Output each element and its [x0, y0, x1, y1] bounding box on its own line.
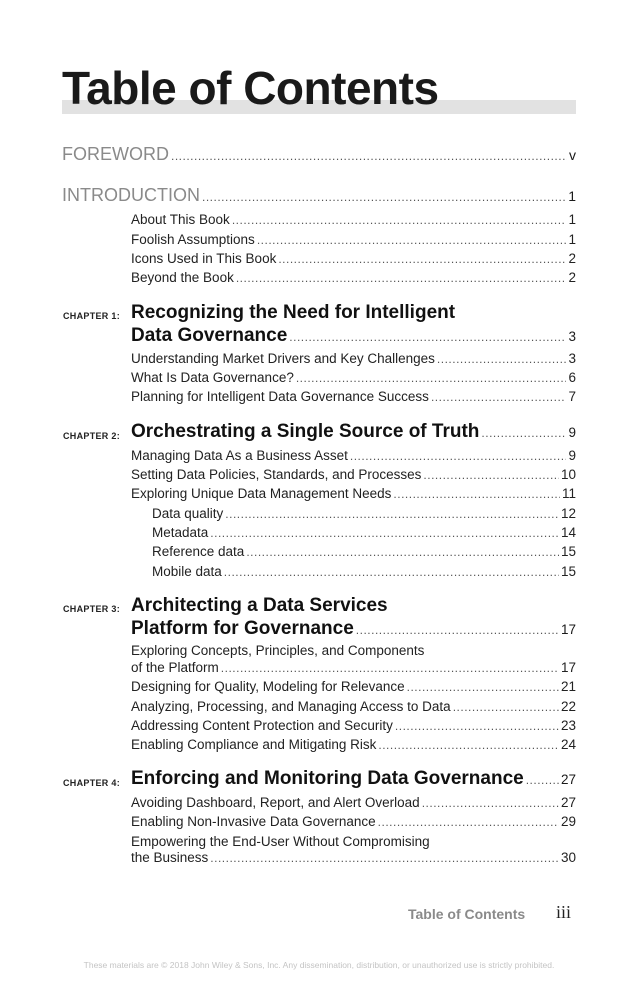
page-title: Table of Contents — [62, 62, 439, 114]
leader-dots — [221, 661, 559, 675]
leader-dots — [422, 796, 559, 810]
toc-entry-label: Designing for Quality, Modeling for Relevance — [131, 679, 405, 694]
toc-entry-label: FOREWORD — [62, 144, 169, 164]
toc-entry-label: Analyzing, Processing, and Managing Access to Data — [131, 699, 451, 714]
toc-entry[interactable] — [131, 737, 576, 752]
toc-entry-introduction[interactable] — [62, 185, 576, 206]
toc-entry-label: Enabling Compliance and Mitigating Risk — [131, 737, 377, 752]
leader-dots — [210, 851, 559, 865]
toc-entry-label: Icons Used in This Book — [131, 251, 277, 266]
toc-chapter-1[interactable] — [131, 325, 576, 347]
toc-page-number: 2 — [568, 251, 576, 266]
toc-entry[interactable] — [131, 660, 576, 675]
chapter-title: Enforcing and Monitoring Data Governance — [131, 768, 524, 789]
leader-dots — [210, 526, 559, 540]
toc-entry[interactable] — [131, 679, 576, 694]
toc-entry[interactable] — [131, 795, 576, 810]
toc-page-number: 3 — [568, 329, 576, 344]
toc-page-number: 7 — [568, 389, 576, 404]
leader-dots — [224, 565, 559, 579]
leader-dots — [232, 213, 567, 227]
toc-entry-label: Managing Data As a Business Asset — [131, 448, 348, 463]
toc-entry-label: Data quality — [152, 506, 224, 521]
leader-dots — [423, 468, 559, 482]
toc-entry-label: the Business — [131, 850, 209, 865]
toc-entry[interactable] — [131, 251, 576, 266]
toc-entry[interactable] — [131, 814, 576, 829]
toc-entry-label: Beyond the Book — [131, 270, 234, 285]
toc-entry[interactable] — [131, 351, 576, 366]
leader-dots — [350, 449, 567, 463]
footer-page-number: iii — [556, 902, 572, 922]
toc-page-number: 29 — [560, 814, 576, 829]
toc-entry-label: Enabling Non-Invasive Data Governance — [131, 814, 376, 829]
toc-entry[interactable] — [131, 448, 576, 463]
toc-entry-label: Avoiding Dashboard, Report, and Alert Overload — [131, 795, 420, 810]
footer-section-title: Table of Contents — [408, 906, 526, 922]
toc-page-number: 1 — [568, 188, 576, 204]
toc-entry-label: of the Platform — [131, 660, 219, 675]
leader-dots — [431, 390, 567, 404]
toc-page-number: 9 — [568, 425, 576, 440]
toc-page-number: 14 — [560, 525, 576, 540]
toc-page-number: 9 — [568, 448, 576, 463]
chapter-title: Orchestrating a Single Source of Truth — [131, 421, 480, 442]
toc-page-number: 1 — [568, 212, 576, 227]
toc-subentry[interactable] — [152, 544, 576, 559]
toc-page-number: 3 — [568, 351, 576, 366]
toc-entry-label: Reference data — [152, 544, 245, 559]
leader-dots — [393, 487, 560, 501]
toc-subentry[interactable] — [152, 525, 576, 540]
chapter-title[interactable]: Architecting a Data Services — [131, 595, 388, 616]
toc-entry[interactable] — [131, 699, 576, 714]
leader-dots — [481, 426, 566, 440]
leader-dots — [378, 738, 559, 752]
leader-dots — [202, 190, 566, 204]
leader-dots — [407, 680, 559, 694]
chapter-label: CHAPTER 2: — [63, 431, 121, 441]
toc-entry[interactable] — [131, 270, 576, 285]
toc-entry-label: What Is Data Governance? — [131, 370, 294, 385]
leader-dots — [437, 352, 567, 366]
toc-page-number: 11 — [561, 486, 576, 501]
toc-page-number: 17 — [560, 622, 576, 637]
toc-chapter-2[interactable] — [131, 421, 576, 443]
toc-page-number: 24 — [560, 737, 576, 752]
toc-page-number: 30 — [560, 850, 576, 865]
chapter-title: Platform for Governance — [131, 618, 354, 639]
toc-entry-label: Addressing Content Protection and Security — [131, 718, 393, 733]
toc-entry[interactable] — [131, 212, 576, 227]
leader-dots — [296, 371, 567, 385]
toc-entry-label: Exploring Unique Data Management Needs — [131, 486, 392, 501]
toc-entry-label: Understanding Market Drivers and Key Challenges — [131, 351, 435, 366]
leader-dots — [278, 252, 566, 266]
toc-page-number: 17 — [560, 660, 576, 675]
leader-dots — [395, 719, 559, 733]
toc-entry-label-line1[interactable]: Empowering the End-User Without Compromising — [131, 834, 430, 849]
toc-chapter-3[interactable] — [131, 618, 576, 640]
toc-subentry[interactable] — [152, 564, 576, 579]
leader-dots — [236, 271, 567, 285]
toc-subentry[interactable] — [152, 506, 576, 521]
toc-page-number: 12 — [560, 506, 576, 521]
toc-entry[interactable] — [131, 389, 576, 404]
chapter-title[interactable]: Recognizing the Need for Intelligent — [131, 302, 456, 323]
leader-dots — [526, 773, 559, 787]
toc-page-number: 15 — [560, 544, 576, 559]
toc-page-number: 21 — [560, 679, 576, 694]
toc-page-number: 22 — [560, 699, 576, 714]
toc-page-number: 23 — [560, 718, 576, 733]
toc-page-number: 1 — [568, 232, 576, 247]
toc-entry-foreword[interactable] — [62, 144, 576, 165]
toc-entry-label: About This Book — [131, 212, 230, 227]
toc-entry-label: Setting Data Policies, Standards, and Processes — [131, 467, 422, 482]
leader-dots — [225, 507, 559, 521]
leader-dots — [356, 623, 559, 637]
toc-entry-label: INTRODUCTION — [62, 185, 200, 205]
toc-entry-label-line1[interactable]: Exploring Concepts, Principles, and Components — [131, 643, 425, 658]
copyright-notice: These materials are © 2018 John Wiley & Sons, Inc. Any dissemination, distribution, or unauthorized use is strictly prohibited. — [83, 960, 555, 970]
chapter-label: CHAPTER 4: — [63, 778, 121, 788]
toc-entry[interactable] — [131, 467, 576, 482]
toc-page-number: v — [569, 147, 576, 163]
toc-entry[interactable] — [131, 850, 576, 865]
toc-page-number: 10 — [560, 467, 576, 482]
leader-dots — [289, 330, 566, 344]
toc-entry-label: Foolish Assumptions — [131, 232, 255, 247]
chapter-title: Data Governance — [131, 325, 288, 346]
toc-entry-label: Planning for Intelligent Data Governance Success — [131, 389, 429, 404]
toc-entry-label: Metadata — [152, 525, 209, 540]
leader-dots — [378, 815, 559, 829]
toc-entry[interactable] — [131, 486, 576, 501]
chapter-label: CHAPTER 3: — [63, 604, 121, 614]
leader-dots — [246, 545, 559, 559]
toc-entry-label: Mobile data — [152, 564, 222, 579]
toc-entry[interactable] — [131, 370, 576, 385]
leader-dots — [171, 149, 567, 163]
leader-dots — [453, 700, 559, 714]
leader-dots — [257, 233, 567, 247]
toc-entry[interactable] — [131, 232, 576, 247]
toc-page-number: 6 — [568, 370, 576, 385]
toc-chapter-4[interactable] — [131, 768, 576, 790]
chapter-label: CHAPTER 1: — [63, 311, 121, 321]
toc-page-number: 15 — [560, 564, 576, 579]
toc-page-number: 27 — [560, 795, 576, 810]
toc-page-number: 27 — [560, 772, 576, 787]
toc-entry[interactable] — [131, 718, 576, 733]
toc-page-number: 2 — [568, 270, 576, 285]
